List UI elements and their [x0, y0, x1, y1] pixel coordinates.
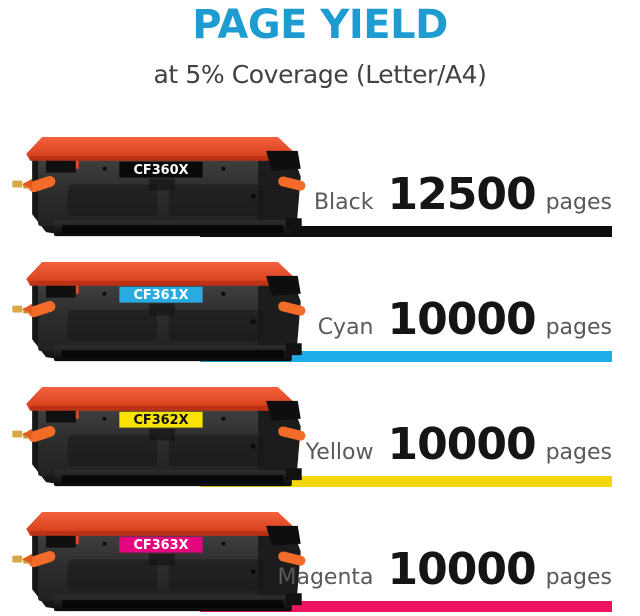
page-title: PAGE YIELD — [192, 2, 448, 48]
pages-count: 10000 — [387, 294, 536, 345]
toner-cartridge-icon — [10, 260, 308, 371]
pages-unit: pages — [545, 440, 612, 465]
model-label: CF362X — [133, 413, 189, 429]
yield-row-yellow — [0, 385, 640, 510]
pages-unit: pages — [545, 565, 612, 590]
pages-unit: pages — [545, 315, 612, 340]
yield-row-magenta — [0, 510, 640, 616]
gold-contact-icon — [12, 181, 22, 188]
toner-cartridge-icon — [10, 385, 308, 496]
yield-text — [277, 544, 612, 595]
yield-text — [305, 419, 612, 470]
color-name: Magenta — [277, 565, 374, 590]
pages-count: 10000 — [387, 544, 536, 595]
model-label: CF363X — [133, 538, 189, 554]
yield-row-black — [0, 135, 640, 260]
toner-cartridge-icon — [10, 135, 308, 246]
gold-contact-icon — [12, 556, 22, 563]
pages-unit: pages — [545, 190, 612, 215]
yield-text — [317, 294, 612, 345]
pages-count: 10000 — [387, 419, 536, 470]
model-label: CF361X — [133, 288, 189, 304]
toner-cartridge-icon — [10, 510, 308, 616]
model-label: CF360X — [133, 163, 189, 179]
color-name: Cyan — [317, 315, 374, 340]
pages-count: 12500 — [387, 169, 536, 220]
yield-row-cyan — [0, 260, 640, 385]
page-subtitle: at 5% Coverage (Letter/A4) — [153, 60, 487, 89]
yield-text — [313, 169, 612, 220]
gold-contact-icon — [12, 306, 22, 313]
color-name: Yellow — [305, 440, 374, 465]
gold-contact-icon — [12, 431, 22, 438]
color-name: Black — [313, 190, 374, 215]
